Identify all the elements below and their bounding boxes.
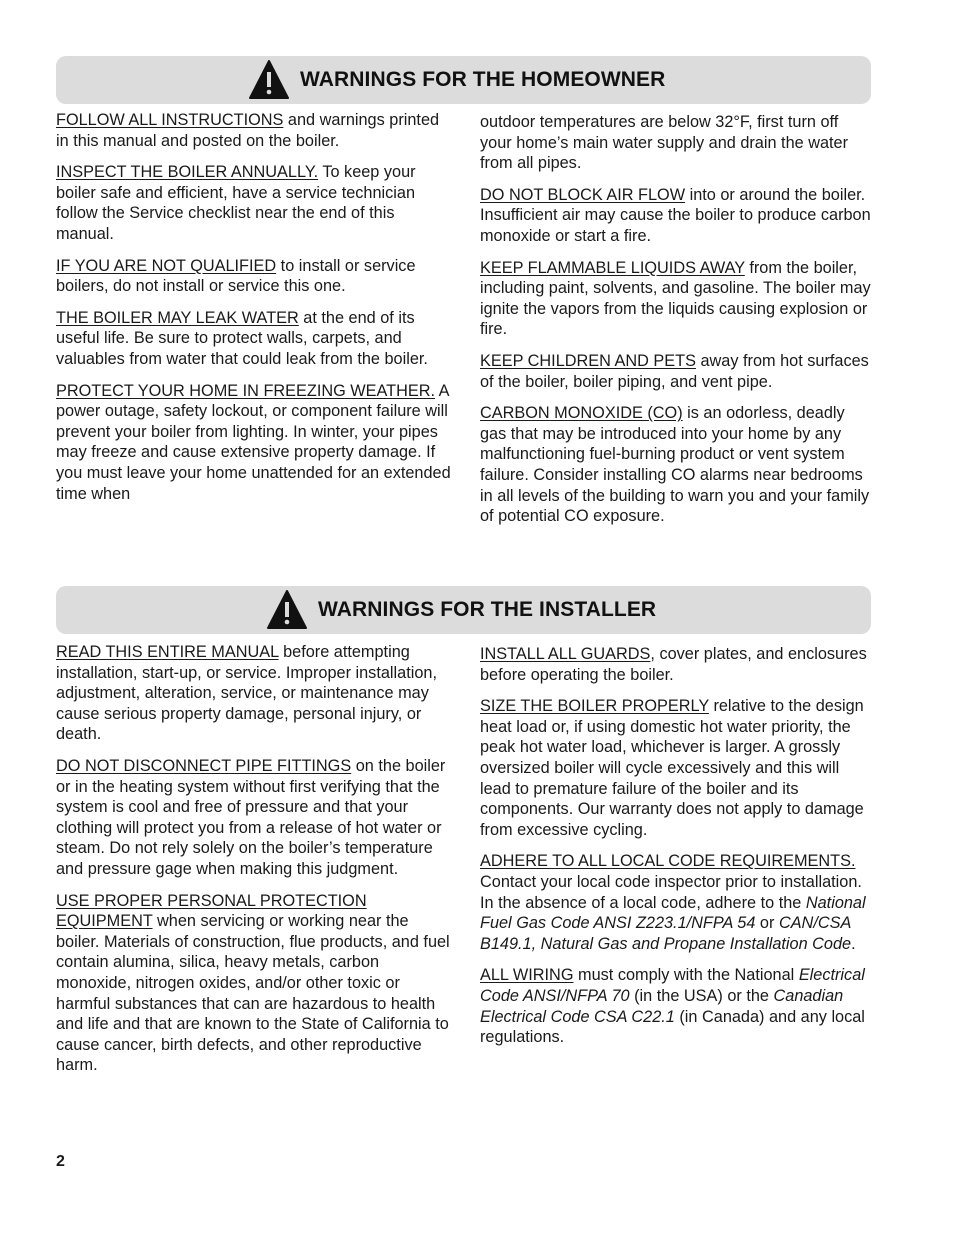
warning-heading: SIZE THE BOILER PROPERLY [480,697,709,716]
warning-heading: DO NOT DISCONNECT PIPE FITTINGS [56,756,352,775]
warning-heading: KEEP FLAMMABLE LIQUIDS AWAY [480,258,745,277]
homeowner-left-column [56,110,451,515]
code-reference: Electrical Code ANSI/NFPA 70 [480,966,865,1005]
installer-warnings-title: WARNINGS FOR THE INSTALLER [318,598,657,621]
warning-triangle-icon [266,589,308,631]
homeowner-warnings-banner [56,56,871,104]
code-reference: CAN/CSA B149.1, Natural Gas and Propane Installation Code [480,914,852,953]
warning-paragraph: CARBON MONOXIDE (CO) is an odorless, deadly gas that may be introduced into your home by any malfunctioning fuel-burning product or vent system failure. Consider installing CO alarms near bedrooms in all levels of the building to warn you and your family of potential CO exposure. [480,404,870,526]
warning-heading: IF YOU ARE NOT QUALIFIED [56,256,277,275]
warning-paragraph: INSPECT THE BOILER ANNUALLY. To keep your boiler safe and efficient, have a service technician follow the Service checklist near the end of this manual. [56,163,416,243]
warning-paragraph: PROTECT YOUR HOME IN FREEZING WEATHER. A power outage, safety lockout, or component failure will prevent your boiler from lighting. In winter, your pipes may freeze and cause extensive property damage. If you must leave your home unattended for an extended time when [56,381,451,503]
code-reference: Canadian Electrical Code CSA C22.1 [480,986,844,1026]
warning-paragraph: ALL WIRING must comply with the National Electrical Code ANSI/NFPA 70 (in the USA) or the Canadian Electrical Code CSA C22.1 (in Canada) and any local regulations. [480,966,865,1047]
installer-warnings-banner [56,586,871,634]
page-number: 2 [56,1153,65,1170]
warning-paragraph: ADHERE TO ALL LOCAL CODE REQUIREMENTS. Contact your local code inspector prior to installation. In the absence of a local code, adhere to the National Fuel Gas Code ANSI Z223.1/NFPA 54 or CAN/CSA B149.1, Natural Gas and Propane Installation Code. [480,852,866,953]
warning-heading: FOLLOW ALL INSTRUCTIONS [56,111,284,129]
warning-heading: INSTALL ALL GUARDS [480,645,651,663]
warning-heading: KEEP CHILDREN AND PETS [480,351,696,370]
homeowner-right-column [480,112,872,538]
warning-paragraph: READ THIS ENTIRE MANUAL before attempting installation, start-up, or service. Improper installation, adjustment, alteration, service, or maintenance may cause serious property damage, personal injury, or death. [56,643,437,744]
warning-paragraph: INSTALL ALL GUARDS, cover plates, and enclosures before operating the boiler. [480,645,867,684]
warning-heading: INSPECT THE BOILER ANNUALLY. [56,163,319,182]
warning-heading: ALL WIRING [480,966,574,985]
warning-paragraph: outdoor temperatures are below 32°F, first turn off your home’s main water supply and drain the water from all pipes. [480,113,849,173]
homeowner-warnings-title: WARNINGS FOR THE HOMEOWNER [300,68,666,91]
warning-heading: USE PROPER PERSONAL PROTECTION EQUIPMENT [56,891,367,931]
code-reference: National Fuel Gas Code ANSI Z223.1/NFPA 54 [480,893,866,933]
warning-triangle-icon [248,59,290,101]
installer-left-column [56,642,451,1087]
warning-paragraph: DO NOT BLOCK AIR FLOW into or around the boiler. Insufficient air may cause the boiler to produce carbon monoxide or start a fire. [480,185,871,245]
installer-right-column [480,644,872,1059]
warning-heading: THE BOILER MAY LEAK WATER [56,308,299,327]
warning-paragraph: IF YOU ARE NOT QUALIFIED to install or service boilers, do not install or service this one. [56,256,416,296]
warning-paragraph: USE PROPER PERSONAL PROTECTION EQUIPMENT when servicing or working near the boiler. Materials of construction, flue products, and fuel contain alumina, silica, heavy metals, carbon monoxide, nitrogen oxides, and/or other toxic or harmful substances that can are hazardous to health and life and that are known to the State of California to cause cancer, birth defects, and other reproductive harm. [56,891,450,1075]
warning-paragraph: DO NOT DISCONNECT PIPE FITTINGS on the boiler or in the heating system without first verifying that the system is cool and free of pressure and that your clothing will protect you from a release of hot water or steam. Do not rely solely on the boiler’s temperature and pressure gage when making this judgment. [56,756,446,878]
warning-paragraph: KEEP CHILDREN AND PETS away from hot surfaces of the boiler, boiler piping, and vent pipe. [480,351,869,391]
warning-paragraph: SIZE THE BOILER PROPERLY relative to the design heat load or, if using domestic hot water priority, the peak hot water load, whichever is larger. A grossly oversized boiler will cycle excessively and this will lead to premature failure of the boiler and its components. Our warranty does not apply to damage from excessive cycling. [480,697,864,839]
warning-heading: ADHERE TO ALL LOCAL CODE REQUIREMENTS. [480,852,856,871]
warning-paragraph: THE BOILER MAY LEAK WATER at the end of its useful life. Be sure to protect walls, carpets, and valuables from water that could leak from the boiler. [56,308,428,368]
warning-heading: DO NOT BLOCK AIR FLOW [480,185,686,204]
warning-paragraph: FOLLOW ALL INSTRUCTIONS and warnings printed in this manual and posted on the boiler. [56,111,440,150]
warning-paragraph: KEEP FLAMMABLE LIQUIDS AWAY from the boiler, including paint, solvents, and gasoline. The boiler may ignite the vapors from the liquids causing explosion or fire. [480,258,871,339]
warning-heading: CARBON MONOXIDE (CO) [480,404,683,423]
warning-heading: PROTECT YOUR HOME IN FREEZING WEATHER. [56,381,436,400]
warning-heading: READ THIS ENTIRE MANUAL [56,643,279,661]
